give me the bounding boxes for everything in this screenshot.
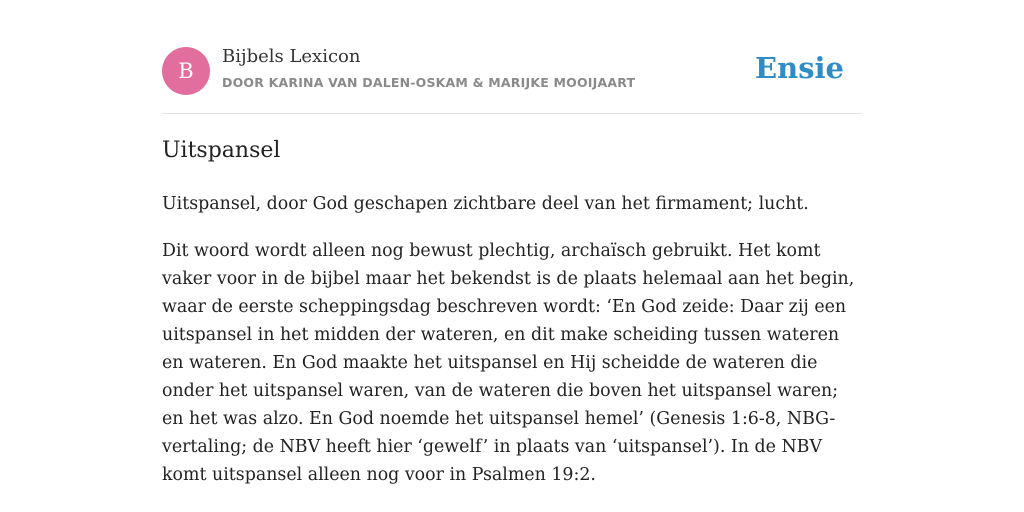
divider [162, 113, 862, 114]
body-paragraph: Dit woord wordt alleen nog bewust plechtig, archaïsch gebruikt. Het komt vaker voor in de bijbel maar het bekendst is de plaats helemaal aan het begin, waar de eerste scheppingsdag beschreven wordt: ‘En God zeide: Daar zij een uitspansel in het midden der wateren, en dit make scheiding tussen wateren en wateren. En God maakte het uitspansel en Hij scheidde de wateren die onder het uitspansel waren, van de wateren die boven het uitspansel waren; en het was alzo. En God noemde het uitspansel hemel’ (Genesis 1:6-8, NBG-vertaling; de NBV heeft hier ‘gewelf’ in plaats van ‘uitspansel’). In de NBV komt uitspansel alleen nog voor in Psalmen 19:2. [162, 241, 855, 485]
brand-logo[interactable]: Ensie [755, 51, 844, 85]
definition-paragraph: Uitspansel, door God geschapen zichtbare deel van het firmament; lucht. [162, 194, 809, 214]
avatar[interactable]: B [162, 47, 210, 95]
entry-title: Uitspansel [162, 138, 281, 163]
authors-byline: DOOR KARINA VAN DALEN-OSKAM & MARIJKE MOOIJAART [222, 75, 636, 90]
book-title-link[interactable]: Bijbels Lexicon [222, 46, 361, 67]
header [162, 46, 862, 96]
